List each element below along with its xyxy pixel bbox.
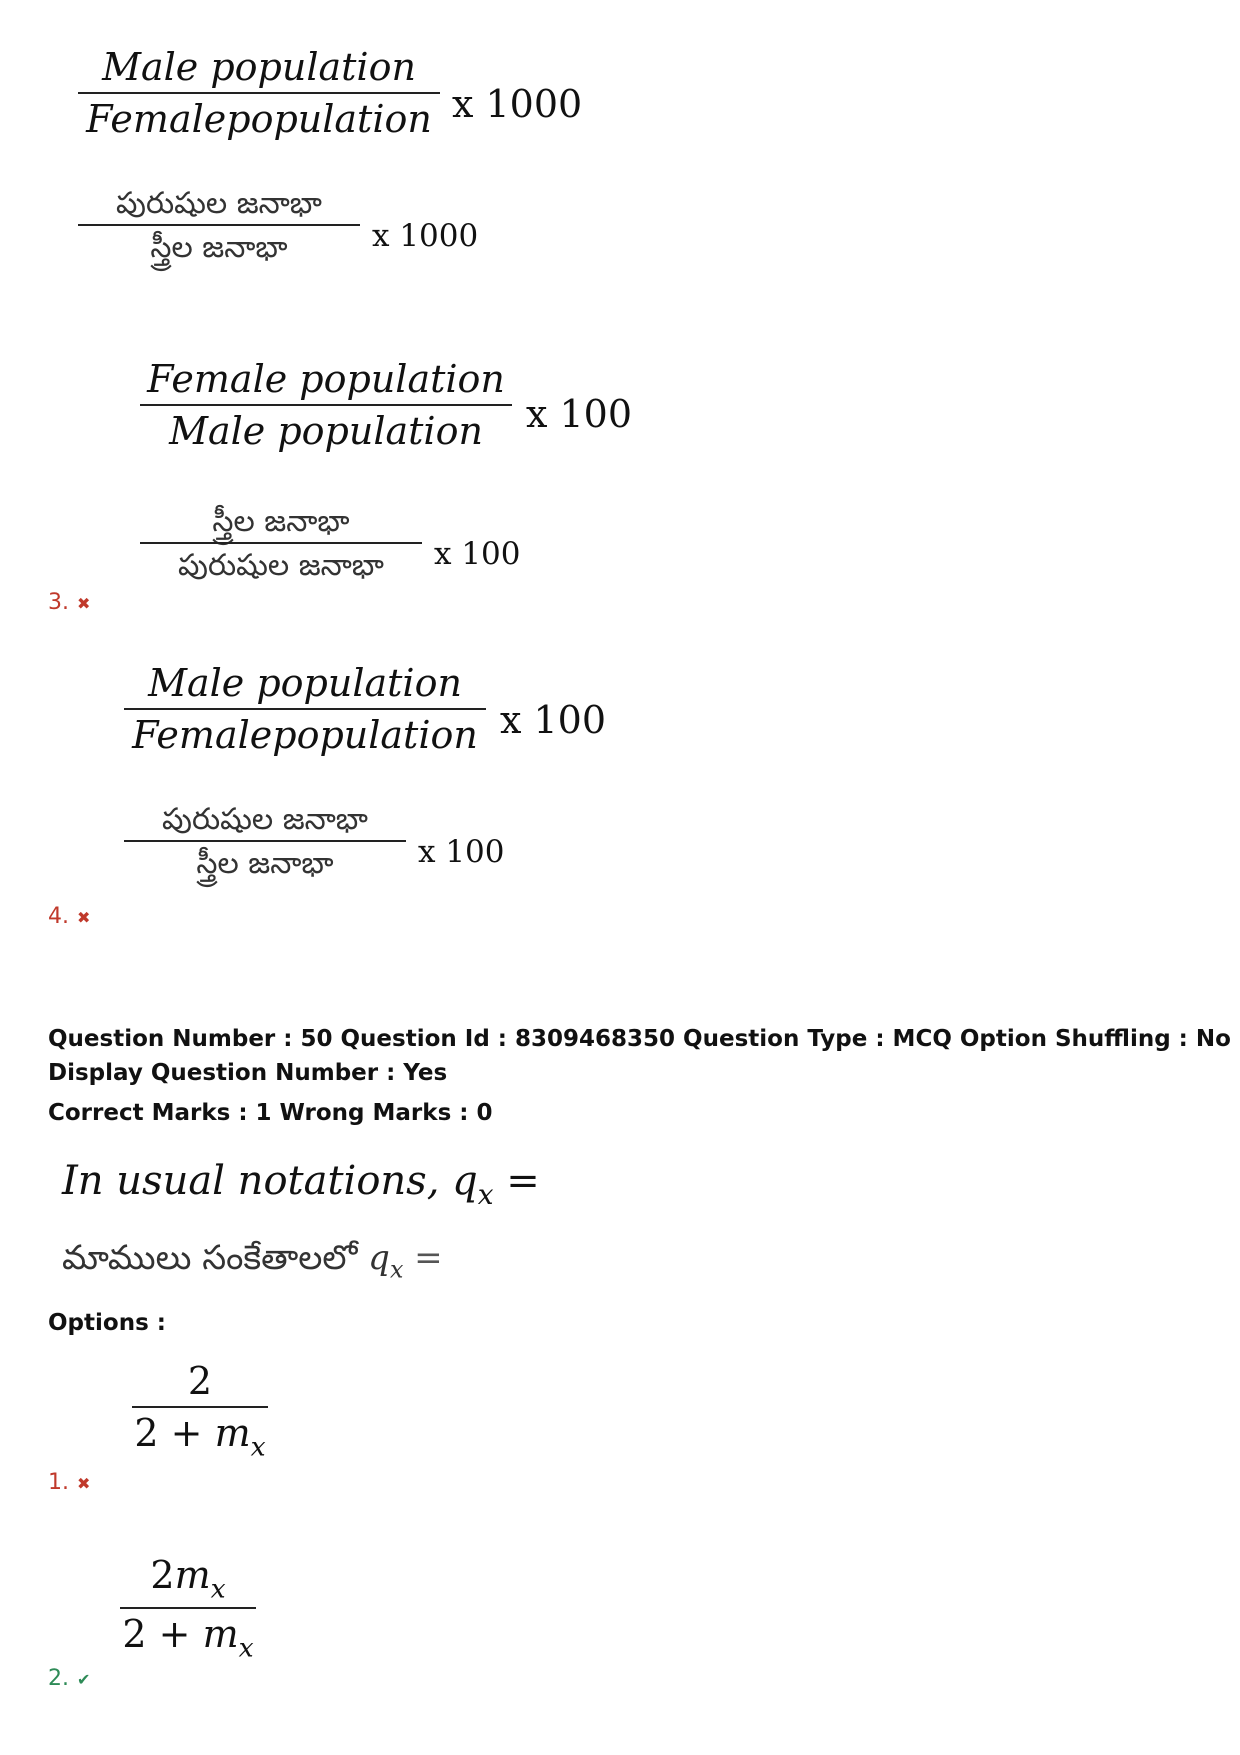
q-subscript: x [477, 1177, 494, 1211]
multiplier: x 1000 [452, 82, 583, 126]
options-label: Options : [48, 1310, 166, 1336]
option-number: 1. [48, 1470, 69, 1495]
fraction-bar [140, 542, 422, 544]
question-meta-line: Question Number : 50 Question Id : 8309468350 Question Type : MCQ Option Shuffling : No [48, 1026, 1231, 1052]
denominator: $2 + m_x$ [122, 1612, 254, 1664]
fraction-q-option-2 [120, 1553, 256, 1664]
q-subscript: x [389, 1255, 404, 1284]
denominator: పురుషుల జనాభా [178, 547, 384, 583]
numerator: స్త్రీల జనాభా [212, 504, 350, 539]
fraction-telugu-1 [78, 188, 360, 263]
denominator: స్త్రీల జనాభా [150, 229, 288, 265]
fraction-telugu-option-3 [140, 506, 422, 581]
correct-check-icon: ✔ [77, 1670, 91, 1689]
numerator: 2 [187, 1359, 213, 1403]
multiplier: x 100 [500, 698, 607, 742]
fraction-english-1 [78, 45, 440, 141]
fraction-bar [124, 840, 406, 842]
option-2-label [48, 1666, 90, 1691]
denominator: Femalepopulation [132, 712, 478, 757]
fraction-bar [140, 404, 512, 406]
fraction-english-option-3 [140, 357, 512, 453]
marks-line: Correct Marks : 1 Wrong Marks : 0 [48, 1100, 493, 1126]
option-number: 2. [48, 1666, 69, 1691]
question-text: In usual notations, [62, 1158, 453, 1204]
denominator: Male population [169, 408, 483, 453]
numerator: $2m_x$ [150, 1553, 226, 1605]
option-1-label [48, 1470, 90, 1495]
numerator: Male population [148, 661, 462, 705]
denominator: $2 + m_x$ [134, 1410, 266, 1463]
q-variable: q [452, 1158, 478, 1204]
display-question-number: Display Question Number : Yes [48, 1060, 448, 1086]
fraction-q-option-1 [132, 1359, 268, 1463]
fraction-english-option-4 [124, 661, 486, 757]
wrong-mark-icon: ✖ [77, 908, 91, 927]
multiplier: x 100 [526, 392, 633, 436]
equals-sign: = [403, 1238, 443, 1278]
option-4-label [48, 904, 90, 929]
numerator: Female population [147, 357, 505, 401]
wrong-mark-icon: ✖ [77, 594, 91, 613]
multiplier: x 100 [418, 834, 505, 870]
equals-sign: = [493, 1158, 540, 1204]
fraction-bar [78, 224, 360, 226]
fraction-bar [78, 92, 440, 94]
question-text-telugu [62, 1238, 443, 1286]
option-number: 3. [48, 590, 69, 615]
numerator: Male population [102, 45, 416, 89]
numerator: పురుషుల జనాభా [116, 186, 322, 221]
denominator: Femalepopulation [86, 96, 432, 141]
multiplier: x 1000 [372, 218, 479, 254]
numerator: పురుషుల జనాభా [162, 802, 368, 837]
multiplier: x 100 [434, 536, 521, 572]
wrong-mark-icon: ✖ [77, 1474, 91, 1493]
fraction-bar [120, 1607, 256, 1609]
denominator: స్త్రీల జనాభా [196, 845, 334, 881]
option-3-label [48, 590, 90, 615]
question-text-english [62, 1158, 540, 1211]
question-text: మాములు సంకేతాలలో [62, 1238, 369, 1278]
fraction-bar [132, 1406, 268, 1408]
option-number: 4. [48, 904, 69, 929]
fraction-bar [124, 708, 486, 710]
fraction-telugu-option-4 [124, 804, 406, 879]
q-variable: q [368, 1238, 390, 1278]
